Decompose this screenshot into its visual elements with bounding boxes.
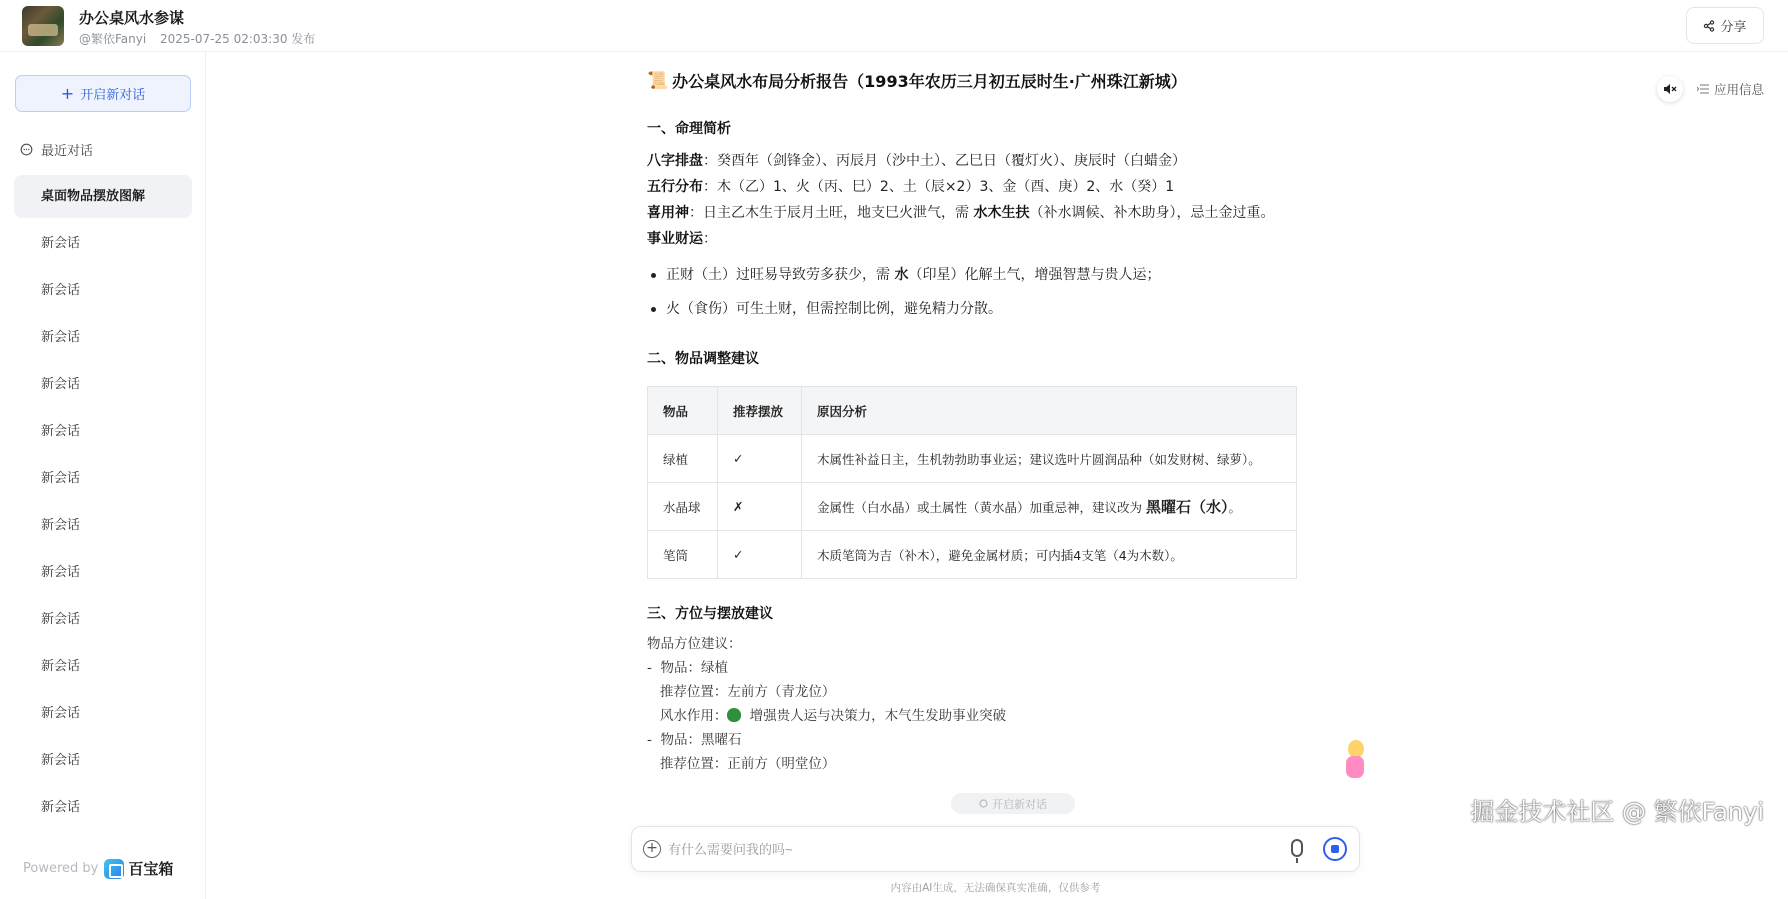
conversation-item[interactable]: 新会话 — [41, 236, 81, 251]
box-logo-icon — [104, 859, 124, 879]
powered-by — [23, 858, 173, 879]
microphone-icon[interactable] — [1291, 839, 1303, 857]
bazi-label: 八字排盘 — [647, 153, 703, 169]
conversation-item[interactable]: 新会话 — [41, 283, 81, 298]
share-button[interactable] — [1686, 7, 1764, 44]
placement-line: 推荐位置：正前方（明堂位） — [647, 756, 836, 772]
brand-name: 百宝箱 — [128, 860, 174, 878]
new-chat-label: 开启新对话 — [80, 88, 146, 103]
career-label: 事业财运 — [647, 231, 703, 247]
bullet-text: 正财（土）过旺易导致劳多获少，需 — [666, 267, 895, 283]
reason-bold: 黑曜石（水） — [1145, 498, 1229, 516]
floating-new-chat-pill[interactable] — [951, 793, 1075, 814]
stop-generation-button[interactable] — [1323, 837, 1347, 861]
xiyong-text-tail: （补水调候、补木助身），忌土金过重。 — [1029, 205, 1275, 221]
recent-conversations-heading — [20, 140, 93, 159]
table-row — [648, 435, 1297, 483]
placement-line: - 物品：黑曜石 — [647, 732, 742, 748]
section-heading: 三、方位与摆放建议 — [647, 606, 773, 622]
recent-label: 最近对话 — [41, 144, 94, 159]
reason-tail: 。 — [1228, 500, 1242, 515]
career-bullets — [647, 258, 1347, 326]
sidebar — [0, 52, 206, 899]
conversation-item[interactable]: 新会话 — [41, 659, 81, 674]
table-header-cell: 原因分析 — [802, 387, 1297, 435]
report-title-text: 办公桌风水布局分析报告（1993年农历三月初五辰时生·广州珠江新城） — [672, 72, 1187, 91]
app-title: 办公桌风水参谋 — [79, 9, 185, 27]
table-cell-item: 笔筒 — [648, 531, 718, 579]
speaker-mute-icon — [1663, 83, 1677, 95]
conversation-item[interactable]: 新会话 — [41, 753, 81, 768]
new-chat-button[interactable] — [15, 75, 191, 112]
brand-logo[interactable] — [104, 858, 173, 879]
table-row — [648, 483, 1297, 531]
placement-line — [647, 704, 1347, 728]
table-cell-reason — [802, 531, 1297, 579]
share-label: 分享 — [1720, 20, 1747, 35]
report-title — [647, 69, 1347, 92]
conversation-item[interactable]: 新会话 — [41, 471, 81, 486]
bazi-text: ：癸酉年（剑锋金）、丙辰月（沙中土）、乙巳日（覆灯火）、庚辰时（白蜡金） — [703, 153, 1186, 169]
chat-main — [207, 52, 1788, 899]
bazi-line — [647, 148, 1347, 174]
assistant-message — [647, 62, 1347, 776]
table-cell-mark: ✓ — [718, 531, 802, 579]
table-row — [648, 531, 1297, 579]
reason-text: 木属性补益日主，生机勃勃助事业运；建议选叶片圆润品种（如发财树、绿萝）。 — [817, 451, 1261, 467]
plus-icon: + — [60, 83, 75, 103]
list-icon — [1697, 84, 1709, 94]
tree-icon — [727, 708, 741, 722]
wuxing-text: ：木（乙）1、火（丙、巳）2、土（辰×2）3、金（酉、庚）2、水（癸）1 — [703, 179, 1175, 195]
xiyong-label: 喜用神 — [647, 205, 689, 221]
items-table — [647, 386, 1297, 579]
table-cell-item: 绿植 — [648, 435, 718, 483]
table-cell-item: 水晶球 — [648, 483, 718, 531]
app-info-link[interactable] — [1697, 80, 1764, 98]
conversation-item[interactable]: 新会话 — [41, 518, 81, 533]
table-header-cell: 推荐摆放 — [718, 387, 802, 435]
conversation-item[interactable]: 新会话 — [41, 706, 81, 721]
bullet-item — [647, 258, 1347, 292]
bullet-item: 火（食伤）可生土财，但需控制比例，避免精力分散。 — [647, 292, 1347, 326]
placement-line: - 物品：绿植 — [647, 660, 728, 676]
loading-icon — [979, 799, 988, 808]
table-cell-reason — [802, 483, 1297, 531]
career-line — [647, 226, 1347, 252]
conversation-item[interactable]: 新会话 — [41, 424, 81, 439]
ai-disclaimer: 内容由AI生成，无法确保真实准确，仅供参考 — [890, 882, 1101, 894]
scroll-icon: 📜 — [647, 70, 669, 91]
conversation-item[interactable]: 新会话 — [41, 330, 81, 345]
section-heading: 二、物品调整建议 — [647, 351, 759, 367]
author-name[interactable]: @繁依Fanyi — [79, 32, 147, 46]
conversation-item[interactable]: 新会话 — [41, 800, 81, 815]
app-avatar — [22, 6, 64, 46]
conversation-item[interactable]: 新会话 — [41, 612, 81, 627]
share-icon — [1703, 20, 1715, 32]
table-cell-mark: ✗ — [718, 483, 802, 531]
career-colon: ： — [703, 231, 717, 247]
xiyong-line — [647, 200, 1347, 226]
bullet-bold: 水 — [894, 267, 909, 283]
attach-plus-icon[interactable]: + — [643, 840, 661, 858]
fade-pill-label: 开启新对话 — [992, 797, 1047, 811]
chat-bubble-icon — [20, 143, 33, 156]
section-heading: 一、命理简析 — [647, 121, 731, 137]
table-cell-mark: ✓ — [718, 435, 802, 483]
conversation-item[interactable]: 新会话 — [41, 565, 81, 580]
publish-time: 2025-07-25 02:03:30 发布 — [160, 32, 316, 46]
effect-text: 增强贵人运与决策力，木气生发助事业突破 — [745, 708, 1007, 724]
watermark: 掘金技术社区 @ 繁依Fanyi — [1470, 798, 1764, 826]
table-header-row — [648, 387, 1297, 435]
app-info-label: 应用信息 — [1713, 82, 1764, 97]
placement-line: 推荐位置：左前方（青龙位） — [647, 684, 836, 700]
bullet-text-tail: （印星）化解土气，增强智慧与贵人运； — [908, 267, 1161, 283]
right-tools — [1657, 76, 1764, 102]
table-header-cell: 物品 — [648, 387, 718, 435]
wuxing-line — [647, 174, 1347, 200]
xiyong-text: ：日主乙木生于辰月土旺，地支巳火泄气，需 — [689, 205, 974, 221]
mascot-icon[interactable] — [1344, 738, 1364, 780]
conversation-item[interactable]: 新会话 — [41, 377, 81, 392]
placement-line: 物品方位建议： — [647, 636, 742, 652]
message-composer — [631, 826, 1360, 872]
reason-text: 金属性（白水晶）或土属性（黄水晶）加重忌神，建议改为 — [817, 500, 1146, 515]
conversation-item-active[interactable]: 桌面物品摆放图解 — [14, 175, 192, 218]
xiyong-bold: 水木生扶 — [973, 205, 1030, 221]
reason-text: 木质笔筒为吉（补木），避免金属材质；可内插4支笔（4为木数）。 — [817, 547, 1183, 563]
table-cell-reason — [802, 435, 1297, 483]
powered-by-label: Powered by — [23, 861, 99, 876]
mute-button[interactable] — [1657, 76, 1683, 102]
wuxing-label: 五行分布 — [647, 179, 703, 195]
top-bar — [0, 0, 1788, 52]
conversation-list — [14, 175, 192, 833]
message-input[interactable] — [668, 836, 1248, 862]
effect-label: 风水作用： — [647, 708, 728, 724]
app-meta — [79, 30, 325, 47]
